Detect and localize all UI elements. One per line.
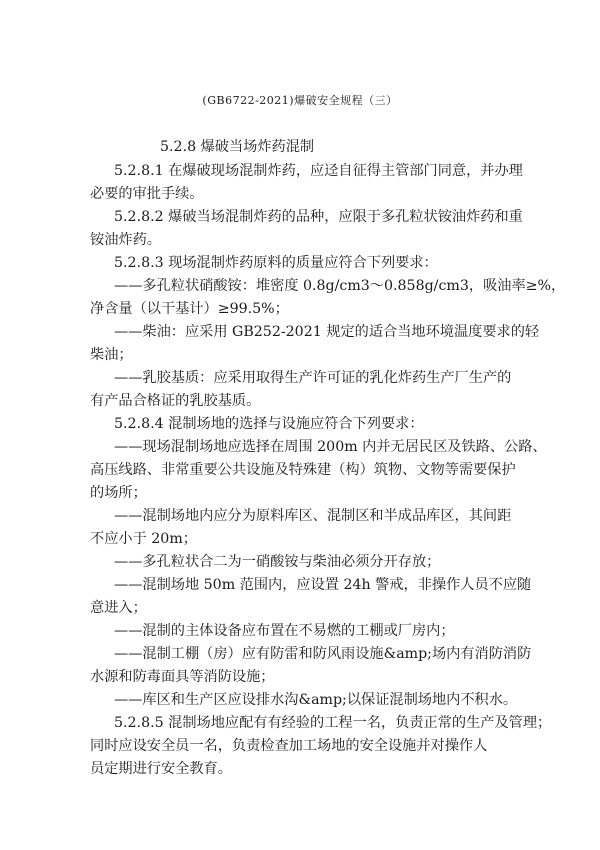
paragraph-line: ——现场混制场地应选择在周围 200m 内并无居民区及铁路、公路、 [114,439,547,455]
paragraph-line: ——混制场地 50m 范围内，应设置 24h 警戒，非操作人员不应随 [114,577,532,593]
paragraph-line: 铵油炸药。 [90,232,161,248]
paragraph-line: ——混制场地内应分为原料库区、混制区和半成品库区，其间距 [114,508,512,524]
paragraph-line: ——乳胶基质：应采用取得生产许可证的乳化炸药生产厂生产的 [114,370,512,386]
section-heading: 5.2.8 爆破当场炸药混制 [160,139,315,155]
paragraph-line: 有产品合格证的乳胶基质。 [90,393,261,409]
paragraph-line: 5.2.8.1 在爆破现场混制炸药，应迳自征得主管部门同意，并办理 [114,163,523,179]
paragraph-line: 5.2.8.4 混制场地的选择与设施应符合下列要求： [114,416,424,432]
paragraph-line: 水源和防毒面具等消防设施； [90,669,275,685]
document-title: (GB6722-2021)爆破安全规程（三） [202,94,398,107]
paragraph-line: 5.2.8.2 爆破当场混制炸药的品种，应限于多孔粒状铵油炸药和重 [114,209,523,225]
paragraph-line: 的场所； [90,485,147,501]
paragraph-line: ——柴油：应采用 GB252-2021 规定的适合当地环境温度要求的轻 [114,324,540,340]
paragraph-line: 净含量（以干基计）≥99.5%； [90,301,289,317]
paragraph-line: 必要的审批手续。 [90,186,204,202]
paragraph-line: 员定期进行安全教育。 [90,761,232,777]
paragraph-line: 不应小于 20m； [90,531,197,547]
paragraph-line: ——多孔粒状合二为一硝酸铵与柴油必须分开存放； [114,554,441,570]
paragraph-line: 高压线路、非常重要公共设施及特殊建（构）筑物、文物等需要保护 [90,462,516,478]
paragraph-line: 5.2.8.3 现场混制炸药原料的质量应符合下列要求： [114,255,438,271]
paragraph-line: ——多孔粒状硝酸铵：堆密度 0.8g/cm3～0.858g/cm3，吸油率≥%， [114,278,566,294]
paragraph-line: ——混制的主体设备应布置在不易燃的工棚或厂房内； [114,623,455,639]
paragraph-line: 意进入； [90,600,147,616]
paragraph-line: ——库区和生产区应设排水沟&amp;以保证混制场地内不积水。 [114,692,518,708]
paragraph-line: 5.2.8.5 混制场地应配有有经验的工程一名，负责正常的生产及管理； [114,715,552,731]
paragraph-line: ——混制工棚（房）应有防雷和防风雨设施&amp;场内有消防消防 [114,646,532,662]
paragraph-line: 同时应设安全员一名，负责检查加工场地的安全设施并对操作人 [90,738,488,754]
paragraph-line: 柴油； [90,347,133,363]
